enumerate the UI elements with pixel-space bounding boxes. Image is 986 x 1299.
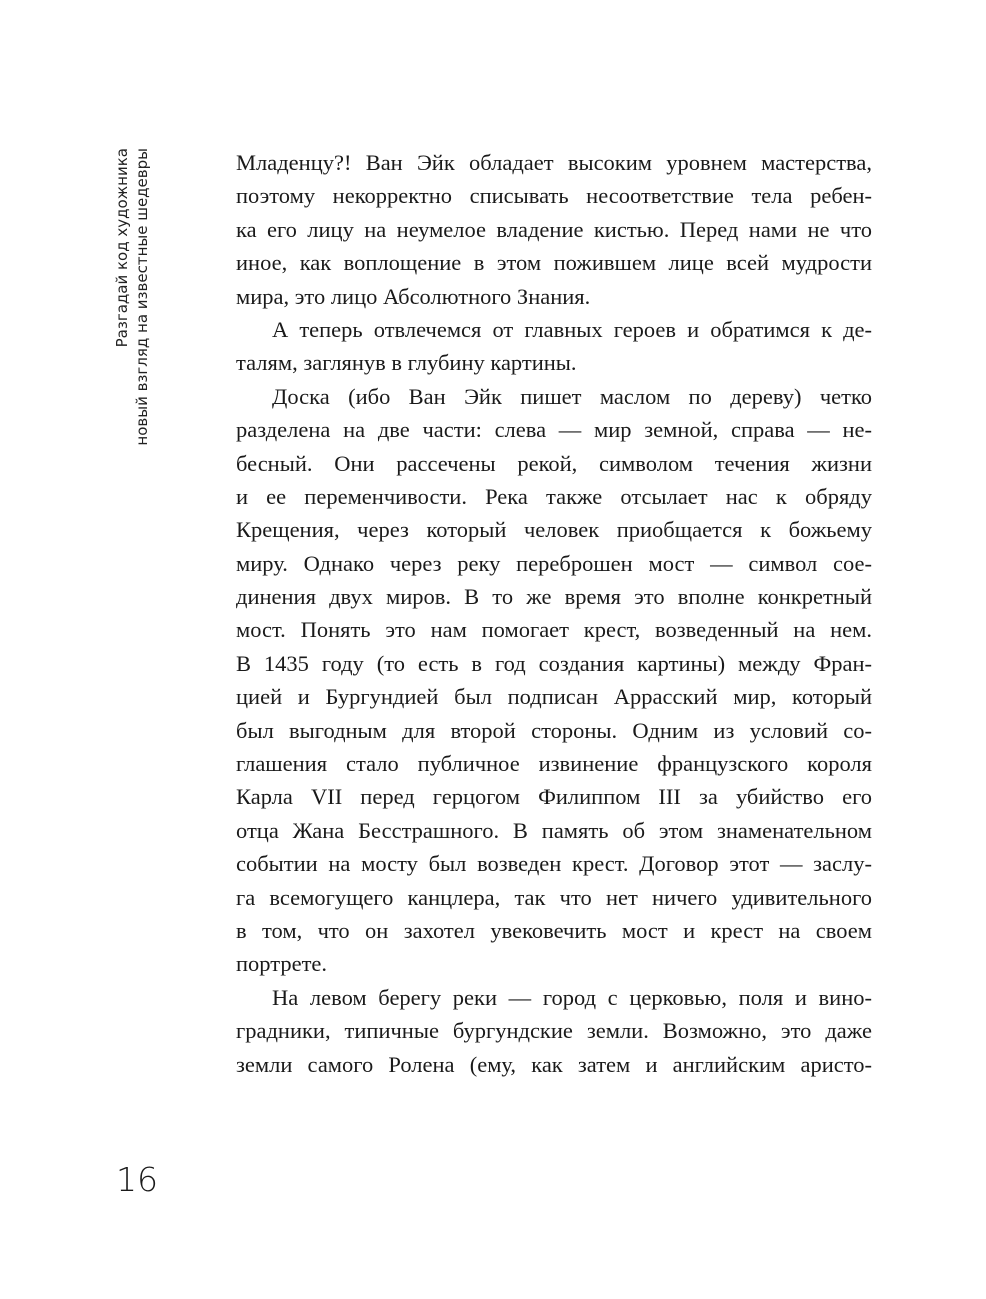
text-line: На левом берегу реки — город с церковью, поля и вино- bbox=[272, 984, 872, 1010]
text-line: отца Жана Бесстрашного. В память об этом знаменательном bbox=[236, 817, 872, 843]
body-text bbox=[236, 146, 872, 1081]
text-line: земли самого Ролена (ему, как затем и английским аристо- bbox=[236, 1051, 872, 1077]
text-line: событии на мосту был возведен крест. Договор этот — заслу- bbox=[236, 851, 872, 877]
running-header bbox=[112, 148, 160, 448]
text-line: разделена на две части: слева — мир земной, справа — не- bbox=[236, 417, 872, 443]
text-line: Доска (ибо Ван Эйк пишет маслом по дереву) четко bbox=[272, 383, 872, 409]
text-line: иное, как воплощение в этом пожившем лице всей мудрости bbox=[236, 250, 872, 276]
text-line: динения двух миров. В то же время это вполне конкретный bbox=[236, 584, 872, 610]
text-line: мира, это лицо Абсолютного Знания. bbox=[236, 283, 591, 309]
text-line: А теперь отвлечемся от главных героев и обратимся к де- bbox=[272, 316, 872, 342]
book-title: Разгадай код художника bbox=[113, 148, 131, 348]
text-line: мост. Понять это нам помогает крест, возведенный на нем. bbox=[236, 617, 872, 643]
text-line: поэтому некорректно списывать несоответствие тела ребен- bbox=[236, 183, 872, 209]
text-line: глашения стало публичное извинение французского короля bbox=[236, 751, 872, 777]
text-line: талям, заглянув в глубину картины. bbox=[236, 350, 577, 376]
text-line: портрете. bbox=[236, 951, 328, 977]
text-line: в том, что он захотел увековечить мост и крест на своем bbox=[236, 917, 872, 943]
text-line: градники, типичные бургундские земли. Возможно, это даже bbox=[236, 1018, 872, 1044]
page-number: 16 bbox=[116, 1160, 158, 1199]
text-line: миру. Однако через реку переброшен мост — символ сое- bbox=[236, 550, 872, 576]
text-line: ка его лицу на неумелое владение кистью. Перед нами не что bbox=[236, 216, 872, 242]
text-line: был выгодным для второй стороны. Одним из условий со- bbox=[236, 717, 872, 743]
book-subtitle: новый взгляд на известные шедевры bbox=[133, 148, 151, 446]
text-line: Младенцу?! Ван Эйк обладает высоким уровнем мастерства, bbox=[236, 150, 872, 175]
text-line: и ее переменчивости. Река также отсылает нас к обряду bbox=[236, 483, 872, 509]
text-line: цией и Бургундией был подписан Аррасский мир, который bbox=[236, 684, 872, 710]
text-line: Крещения, через который человек приобщается к божьему bbox=[236, 517, 872, 543]
text-line: В 1435 году (то есть в год создания картины) между Фран- bbox=[236, 650, 872, 676]
running-header-text bbox=[112, 148, 152, 448]
text-line: га всемогущего канцлера, так что нет ничего удивительного bbox=[236, 884, 872, 910]
text-line: бесный. Они рассечены рекой, символом течения жизни bbox=[236, 450, 872, 476]
text-line: Карла VII перед герцогом Филиппом III за убийство его bbox=[236, 784, 872, 810]
